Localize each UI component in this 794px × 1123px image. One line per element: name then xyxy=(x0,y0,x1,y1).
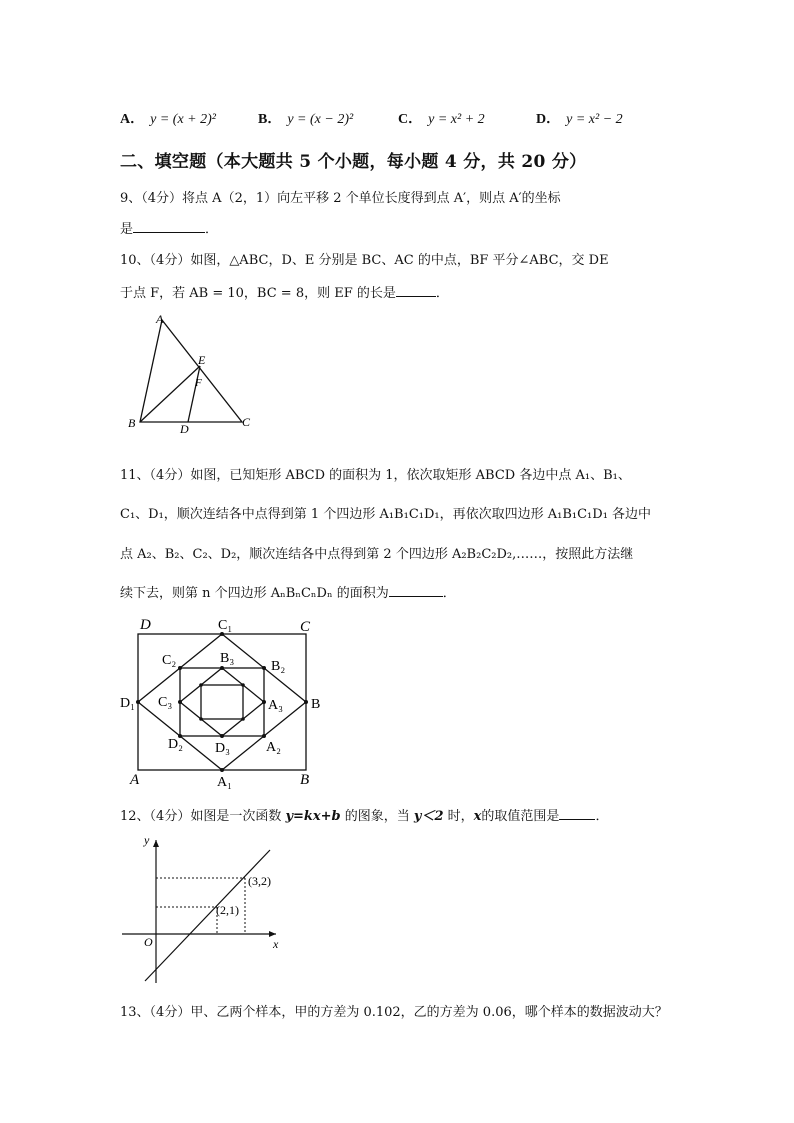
label-c1: C₁ xyxy=(218,618,233,633)
q11-line1: 11、（4分）如图，已知矩形 ABCD 的面积为 1，依次取矩形 ABCD 各边中点 A₁、B₁、 xyxy=(120,468,631,483)
q11-line2: C₁、D₁，顺次连结各中点得到第 1 个四边形 A₁B₁C₁D₁，再依次取四边形 A₁B₁C₁D₁ 各边中 xyxy=(120,507,652,522)
option-a-expr: y = (x + 2)² xyxy=(150,112,216,127)
q11-line3: 点 A₂、B₂、C₂、D₂，顺次连结各中点得到第 2 个四边形 A₂B₂C₂D₂,……，按照此方法继 xyxy=(120,547,634,562)
function-line xyxy=(145,850,270,981)
q9-suffix: ． xyxy=(205,222,219,237)
quad-a2b2c2d2 xyxy=(180,668,264,736)
triangle-figure xyxy=(120,308,270,438)
q9-prefix: 是 xyxy=(120,222,134,237)
q10-suffix: ． xyxy=(435,286,449,301)
label-c3: C₃ xyxy=(158,695,173,710)
label-b1: B xyxy=(311,697,321,712)
label-a3: A₃ xyxy=(268,698,283,713)
label-d: D xyxy=(180,422,189,436)
label-a1: A₁ xyxy=(217,775,232,790)
q12-line1 xyxy=(120,805,608,824)
segment-de xyxy=(188,366,200,422)
label-b2: B₂ xyxy=(271,659,286,674)
option-a xyxy=(120,108,216,128)
q12-mid2: 时， xyxy=(443,809,474,824)
q11-prefix: 续下去，则第 n 个四边形 AₙBₙCₙDₙ 的面积为 xyxy=(120,586,389,601)
label-f: F xyxy=(195,377,202,389)
option-a-letter: A． xyxy=(120,112,145,127)
label-a2: A₂ xyxy=(266,740,281,755)
option-c-letter: C． xyxy=(398,112,423,127)
q12-var: x xyxy=(473,809,482,824)
label-d1: D₁ xyxy=(120,696,135,711)
label-e: E xyxy=(198,353,206,367)
q12-mid3: 的取值范围是 xyxy=(481,809,560,824)
label-b3: B₃ xyxy=(220,651,235,666)
linear-graph-figure xyxy=(118,828,293,988)
q12-suffix: ． xyxy=(595,809,609,824)
rectangle-figure xyxy=(118,610,328,790)
label-rect-c: C xyxy=(300,619,311,635)
q12-mid: 的图象，当 xyxy=(340,809,414,824)
y-axis-arrow xyxy=(153,840,159,847)
segment-bf xyxy=(140,366,200,422)
q13-line1: 13、（4分）甲、乙两个样本，甲的方差为 0.102，乙的方差为 0.06，哪个样本的数据波动大？ xyxy=(120,1005,668,1020)
label-c2: C₂ xyxy=(162,653,177,668)
option-d-expr: y = x² − 2 xyxy=(566,112,623,127)
q11-answer-blank xyxy=(389,584,443,597)
q10-prefix: 于点 F，若 AB = 10，BC = 8，则 EF 的长是 xyxy=(120,286,396,301)
label-point-2-1: (2,1) xyxy=(216,903,239,917)
q12-func: y=kx+b xyxy=(285,809,341,824)
label-a: A xyxy=(156,312,164,326)
quad-a3b3c3d3 xyxy=(180,668,264,736)
label-rect-b: B xyxy=(300,772,310,788)
option-d xyxy=(536,108,623,128)
q10-answer-blank xyxy=(396,284,436,297)
q9-line2 xyxy=(120,218,218,237)
q12-prefix: 12、（4分）如图是一次函数 xyxy=(120,809,286,824)
option-b xyxy=(258,108,353,128)
option-c-expr: y = x² + 2 xyxy=(428,112,485,127)
q10-line2 xyxy=(120,282,449,301)
label-y: y xyxy=(144,833,150,847)
option-b-expr: y = (x − 2)² xyxy=(287,112,354,127)
label-x: x xyxy=(273,937,279,951)
label-rect-a: A xyxy=(130,772,140,788)
quad-4 xyxy=(201,685,243,719)
q9-answer-blank xyxy=(133,220,205,233)
label-d3: D₃ xyxy=(215,741,230,756)
q9-line1: 9、（4分）将点 A（2，1）向左平移 2 个单位长度得到点 A′，则点 A′的坐标 xyxy=(120,191,561,206)
option-b-letter: B． xyxy=(258,112,282,127)
label-rect-d: D xyxy=(140,617,151,633)
label-d2: D₂ xyxy=(168,737,183,752)
label-c: C xyxy=(242,415,251,429)
section-title: 二、填空题（本大题共 5 个小题，每小题 4 分，共 20 分） xyxy=(120,152,587,172)
label-point-3-2: (3,2) xyxy=(248,874,271,888)
option-d-letter: D． xyxy=(536,112,561,127)
option-c xyxy=(398,108,485,128)
q11-line4 xyxy=(120,582,456,601)
q12-answer-blank xyxy=(559,807,595,820)
q10-line1: 10、（4分）如图，△ABC，D、E 分别是 BC、AC 的中点，BF 平分∠ABC，交 DE xyxy=(120,253,609,268)
q11-suffix: ． xyxy=(442,586,456,601)
label-origin: O xyxy=(144,935,153,949)
q12-cond: y＜2 xyxy=(413,809,444,824)
label-b: B xyxy=(128,416,136,430)
